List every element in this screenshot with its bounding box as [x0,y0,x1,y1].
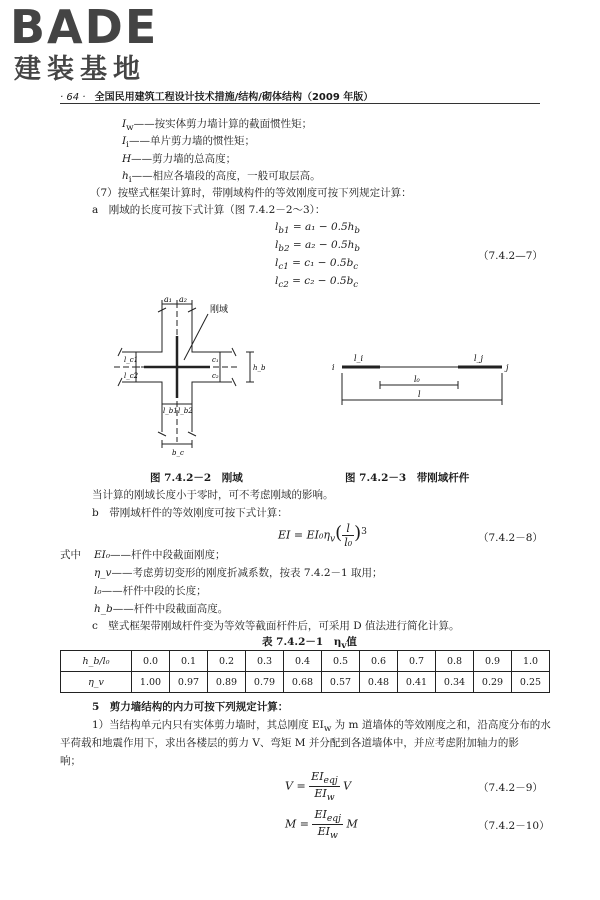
para-1-line-3: 响； [60,755,81,767]
label-lb1: l_b1 [163,407,178,415]
eq7-number: （7.4.2—7） [478,250,543,262]
label-c1: c₁ [212,356,219,364]
cell: 0.34 [436,672,474,693]
cell: 0.9 [474,651,512,672]
def-hb: h_b——杆件中段截面高度。 [94,603,229,615]
eq-10: M = $\frac{EI_{eqj}}{EI_w}$ M [285,808,358,842]
logo-subtitle: 建装基地 [14,54,146,85]
eq-lb1: $l_{b1} = a_1 - 0.5h_b$ [275,221,361,237]
def-eta: η_v——考虑剪切变形的刚度折减系数，按表 7.4.2－1 取用； [94,567,383,579]
eq-lb2: $l_{b2} = a_2 - 0.5h_b$ [275,239,361,255]
para-7: （7）按壁式框架计算时，带刚域构件的等效刚度可按下列规定计算： [90,187,412,199]
cell: 0.48 [360,672,398,693]
cell: 0.4 [284,651,322,672]
cell: 0.79 [246,672,284,693]
section-5: 5 剪力墙结构的内力可按下列规定计算： [92,701,289,713]
label-lb2: l_b2 [178,407,193,415]
label-bc: b_c [172,449,184,457]
row-head-eta: η_v [61,672,132,693]
logo: BADE [10,0,159,54]
def-hi: $h_i——$相应各墙段的高度，一般可取层高。 [122,170,321,186]
book-title: 全国民用建筑工程设计技术措施/结构/砌体结构（2009 年版） [94,92,374,103]
table-row [61,651,550,672]
def-h: H——剪力墙的总高度； [122,153,237,165]
label-rigid-zone: 刚域 [210,305,229,315]
cell: 0.7 [398,651,436,672]
cell: 0.0 [132,651,170,672]
cell: 0.68 [284,672,322,693]
eq8-number: （7.4.2－8） [478,532,543,544]
cell: 0.89 [208,672,246,693]
running-head [60,88,540,103]
table-row [61,672,550,693]
label-lc2: l_c2 [124,372,139,380]
label-lj: l_j [474,354,484,363]
fig2-caption: 图 7.4.2－2 刚域 [150,472,243,484]
cell: 0.57 [322,672,360,693]
cell: 0.41 [398,672,436,693]
figure-member-rigid-zones [330,345,520,415]
header-rule [60,103,540,104]
cell: 0.2 [208,651,246,672]
cell: 0.97 [170,672,208,693]
cell: 1.0 [512,651,550,672]
label-lc1: l_c1 [124,356,139,364]
cell: 0.8 [436,651,474,672]
cell: 0.25 [512,672,550,693]
figure-rigid-zone [100,292,290,467]
eq10-number: （7.4.2－10） [478,820,550,832]
para-1-line-1: 1）当结构单元内只有实体剪力墙时，其总刚度 $EI_w$ 为 m 道墙体的等效刚度之和，沿高度分布的水 [92,719,551,735]
item-a: a 刚域的长度可按下式计算（图 7.4.2－2～3）： [92,204,326,216]
eta-table [60,650,550,693]
cell: 0.6 [360,651,398,672]
page-number: · 64 · [60,92,86,103]
eq-8: EI = $EI_0\eta_v$( $\frac{l}{\text{l₀}}$ )$^3$ [278,522,367,549]
label-j: j [506,363,509,372]
row-head-hb-l0: h_b/l₀ [61,651,132,672]
label-hb: h_b [253,364,266,372]
eq-lc2: $l_{c2} = c_2 - 0.5b_c$ [275,275,359,291]
cell: 0.1 [170,651,208,672]
label-li: l_i [354,354,364,363]
label-l0: l₀ [414,375,420,384]
label-c2: c₂ [212,372,219,380]
eq-lc1: $l_{c1} = c_1 - 0.5b_c$ [275,257,359,273]
label-a2: a₂ [179,295,187,304]
label-l: l [418,390,421,399]
shizhong: 式中 [60,549,81,561]
para-1-line-2: 平荷载和地震作用下，求出各楼层的剪力 V、弯矩 M 并分配到各道墙体中，并应考虑附加轴力的影 [60,737,519,749]
eq-9: V = $\frac{EI_{eqj}}{EI_w}$ V [285,770,352,804]
cell: 0.29 [474,672,512,693]
label-a1: a₁ [164,295,172,304]
item-b: b 带刚域杆件的等效刚度可按下式计算： [92,507,288,519]
cell: 0.3 [246,651,284,672]
def-ei0: EI₀——杆件中段截面刚度； [94,549,226,561]
def-l0: l₀——杆件中段的长度； [94,585,207,597]
item-c: c 壁式框架带刚域杆件变为等效等截面杆件后，可采用 D 值法进行简化计算。 [92,620,460,632]
def-ii: $I_i——$单片剪力墙的惯性矩； [122,135,255,151]
cell: 0.5 [322,651,360,672]
eq9-number: （7.4.2－9） [478,782,543,794]
cell: 1.00 [132,672,170,693]
label-i: i [332,363,335,372]
def-iw: $I_w——$按实体剪力墙计算的截面惯性矩； [122,118,313,134]
note-zero: 当计算的刚域长度小于零时，可不考虑刚域的影响。 [92,489,334,501]
fig3-caption: 图 7.4.2－3 带刚域杆件 [345,472,470,484]
table-caption: 表 7.4.2－1 $\eta_v$值 [262,636,357,652]
